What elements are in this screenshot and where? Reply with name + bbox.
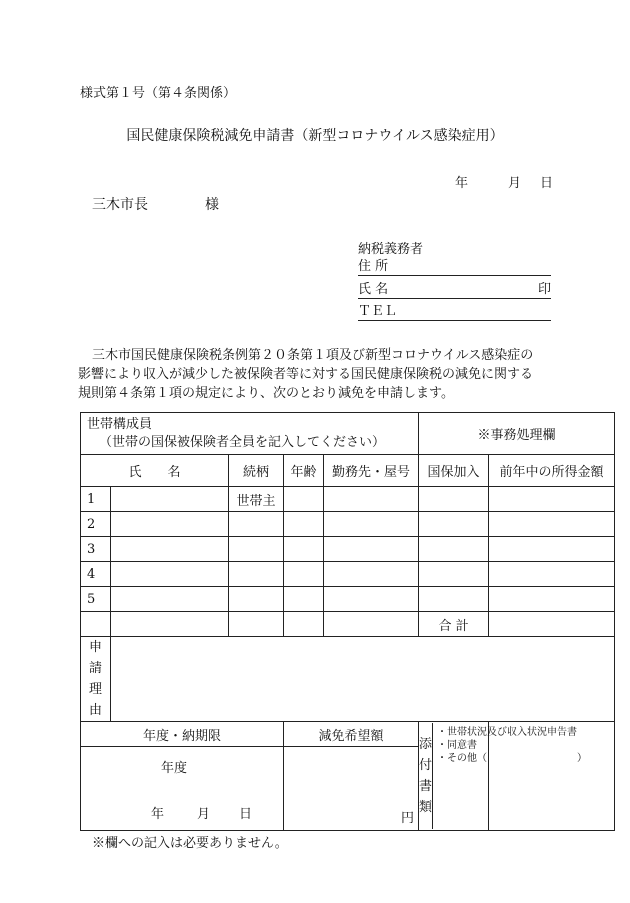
- currency-label: 円: [401, 811, 415, 826]
- insurance-cell: [419, 587, 489, 612]
- relation-cell[interactable]: [229, 537, 284, 562]
- reason-input-area[interactable]: [111, 637, 615, 722]
- income-cell: [489, 537, 615, 562]
- tel-field[interactable]: [358, 302, 551, 321]
- relation-cell[interactable]: [229, 587, 284, 612]
- workplace-cell[interactable]: [324, 562, 419, 587]
- date-month-label: 月: [508, 176, 522, 191]
- income-cell: [489, 562, 615, 587]
- insurance-cell: [419, 487, 489, 512]
- table-row: [81, 512, 615, 537]
- due-date-year-label: 年: [151, 807, 165, 822]
- period-header: 年度・納期限: [81, 722, 284, 747]
- statement-line: 規則第４条第１項の規定により、次のとおり減免を申請します。: [78, 386, 454, 401]
- age-cell[interactable]: [284, 487, 324, 512]
- workplace-cell[interactable]: [324, 512, 419, 537]
- seal-mark: 印: [537, 282, 551, 297]
- workplace-cell[interactable]: [324, 537, 419, 562]
- relation-cell[interactable]: [229, 512, 284, 537]
- attachments-cell: [419, 722, 588, 831]
- address-label: 住 所: [358, 259, 389, 274]
- total-row: [81, 612, 615, 637]
- section-header-cell: [81, 413, 419, 455]
- income-cell: [489, 512, 615, 537]
- member-name-cell[interactable]: [111, 587, 229, 612]
- attachments-label: 添 付 書 類: [419, 723, 433, 829]
- age-cell[interactable]: [284, 537, 324, 562]
- relation-cell[interactable]: [229, 562, 284, 587]
- address-field[interactable]: [358, 257, 551, 276]
- attachment-item: ・世帯状況及び収入状況申告書: [437, 727, 578, 738]
- row-number: 5: [81, 587, 111, 612]
- insurance-cell: [419, 537, 489, 562]
- household-members-table: [80, 412, 615, 831]
- attachment-item: ・同意書: [437, 740, 478, 751]
- fiscal-year-label: 年度: [161, 761, 188, 776]
- row-number: 3: [81, 537, 111, 562]
- income-cell: [489, 587, 615, 612]
- attachments-list: [433, 723, 587, 829]
- tel-label: ＴＥＬ: [358, 304, 398, 319]
- document-title: 国民健康保険税減免申請書（新型コロナウイルス感染症用）: [126, 128, 504, 144]
- insurance-cell: [419, 512, 489, 537]
- total-label: 合 計: [419, 612, 489, 637]
- statement-line: 影響により収入が減少した被保険者等に対する国民健康保険税の減免に関する: [78, 367, 534, 382]
- attachment-item: ・その他（ ）: [437, 753, 588, 764]
- table-row: [81, 537, 615, 562]
- col-header-workplace: 勤務先・屋号: [324, 455, 419, 487]
- col-header-insurance: 国保加入: [419, 455, 489, 487]
- row-number: 4: [81, 562, 111, 587]
- relation-cell[interactable]: 世帯主: [229, 487, 284, 512]
- workplace-cell[interactable]: [324, 587, 419, 612]
- name-field[interactable]: [358, 280, 551, 299]
- footer-note: ※欄への記入は必要ありません。: [92, 836, 288, 851]
- name-label: 氏 名: [358, 282, 389, 297]
- table-row: [81, 587, 615, 612]
- total-amount-cell: [489, 612, 615, 637]
- amount-header: 減免希望額: [284, 722, 419, 747]
- amount-input-cell[interactable]: [284, 747, 419, 831]
- addressee-name: 三木市長: [92, 197, 148, 213]
- workplace-cell[interactable]: [324, 487, 419, 512]
- form-number: 様式第１号（第４条関係）: [80, 86, 237, 101]
- addressee-honorific: 様: [205, 197, 219, 213]
- member-name-cell[interactable]: [111, 562, 229, 587]
- member-name-cell[interactable]: [111, 487, 229, 512]
- table-row: [81, 487, 615, 512]
- table-row: [81, 562, 615, 587]
- col-header-name: 氏 名: [81, 455, 229, 487]
- taxpayer-label: 納税義務者: [358, 242, 424, 257]
- section-subtitle: （世帯の国保被保険者全員を記入してください）: [99, 435, 386, 450]
- row-number: 2: [81, 512, 111, 537]
- date-day-label: 日: [540, 176, 554, 191]
- date-year-label: 年: [455, 176, 469, 191]
- member-name-cell[interactable]: [111, 537, 229, 562]
- due-date-day-label: 日: [239, 807, 253, 822]
- income-cell: [489, 487, 615, 512]
- age-cell[interactable]: [284, 512, 324, 537]
- col-header-age: 年齢: [284, 455, 324, 487]
- due-date-month-label: 月: [197, 807, 211, 822]
- member-name-cell[interactable]: [111, 512, 229, 537]
- col-header-relation: 続柄: [229, 455, 284, 487]
- age-cell[interactable]: [284, 587, 324, 612]
- period-input-cell[interactable]: [81, 747, 284, 831]
- section-title: 世帯構成員: [87, 417, 153, 432]
- col-header-income: 前年中の所得金額: [489, 455, 615, 487]
- reason-label: 申 請 理 由: [81, 637, 111, 722]
- insurance-cell: [419, 562, 489, 587]
- application-statement: [78, 346, 578, 403]
- office-use-header: ※事務処理欄: [419, 413, 615, 455]
- row-number: 1: [81, 487, 111, 512]
- age-cell[interactable]: [284, 562, 324, 587]
- statement-line: 三木市国民健康保険税条例第２０条第１項及び新型コロナウイルス感染症の: [92, 348, 534, 363]
